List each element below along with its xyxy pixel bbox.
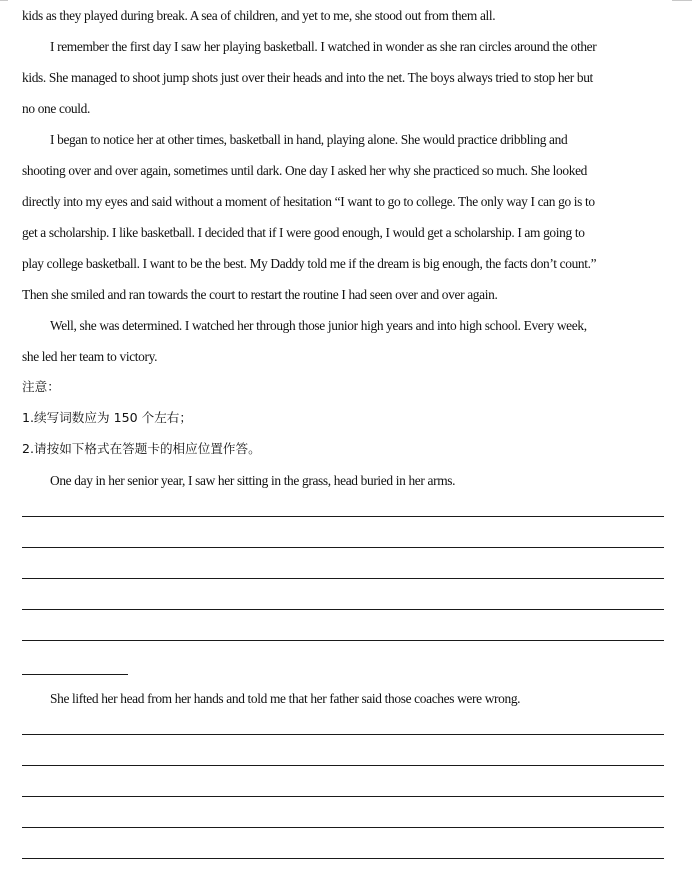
page-corner-mark-right: [672, 0, 692, 1]
paragraph-1-opening: One day in her senior year, I saw her sitting in the grass, head buried in her arms.: [50, 473, 456, 488]
answer-line: [22, 858, 664, 859]
passage-line: kids as they played during break. A sea of children, and yet to me, she stood out from them all.: [22, 8, 496, 23]
page-corner-mark-left: [0, 0, 8, 1]
passage-line: get a scholarship. I like basketball. I decided that if I were good enough, I would get a scholarship. I am going to: [22, 225, 585, 240]
passage-line: Well, she was determined. I watched her through those junior high years and into high school. Every week,: [50, 318, 587, 333]
passage-line: I began to notice her at other times, basketball in hand, playing alone. She would practice dribbling and: [50, 132, 568, 147]
answer-line: [22, 516, 664, 517]
answer-line: [22, 734, 664, 735]
paragraph-2-opening: She lifted her head from her hands and told me that her father said those coaches were wrong.: [50, 691, 521, 706]
passage-line: play college basketball. I want to be the best. My Daddy told me if the dream is big enough, the facts don’t count.”: [22, 256, 597, 271]
passage-line: she led her team to victory.: [22, 349, 158, 364]
answer-line: [22, 578, 664, 579]
answer-line: [22, 640, 664, 641]
answer-line: [22, 827, 664, 828]
passage-line: kids. She managed to shoot jump shots just over their heads and into the net. The boys always tried to stop her but: [22, 70, 593, 85]
answer-line-short: [22, 674, 128, 675]
notes-heading: 注意：: [22, 379, 60, 394]
note-item-word-count: 1.续写词数应为 150 个左右；: [22, 410, 192, 425]
answer-line: [22, 547, 664, 548]
passage-line: Then she smiled and ran towards the court to restart the routine I had seen over and over again.: [22, 287, 498, 302]
answer-line: [22, 609, 664, 610]
passage-line: I remember the first day I saw her playing basketball. I watched in wonder as she ran circles around the other: [50, 39, 597, 54]
passage-line: no one could.: [22, 101, 90, 116]
note-item-format: 2.请按如下格式在答题卡的相应位置作答。: [22, 441, 261, 456]
answer-line: [22, 765, 664, 766]
answer-line: [22, 796, 664, 797]
passage-line: shooting over and over again, sometimes until dark. One day I asked her why she practiced so much. She looked: [22, 163, 588, 178]
passage-line: directly into my eyes and said without a moment of hesitation “I want to go to college. The only way I can go is to: [22, 194, 595, 209]
